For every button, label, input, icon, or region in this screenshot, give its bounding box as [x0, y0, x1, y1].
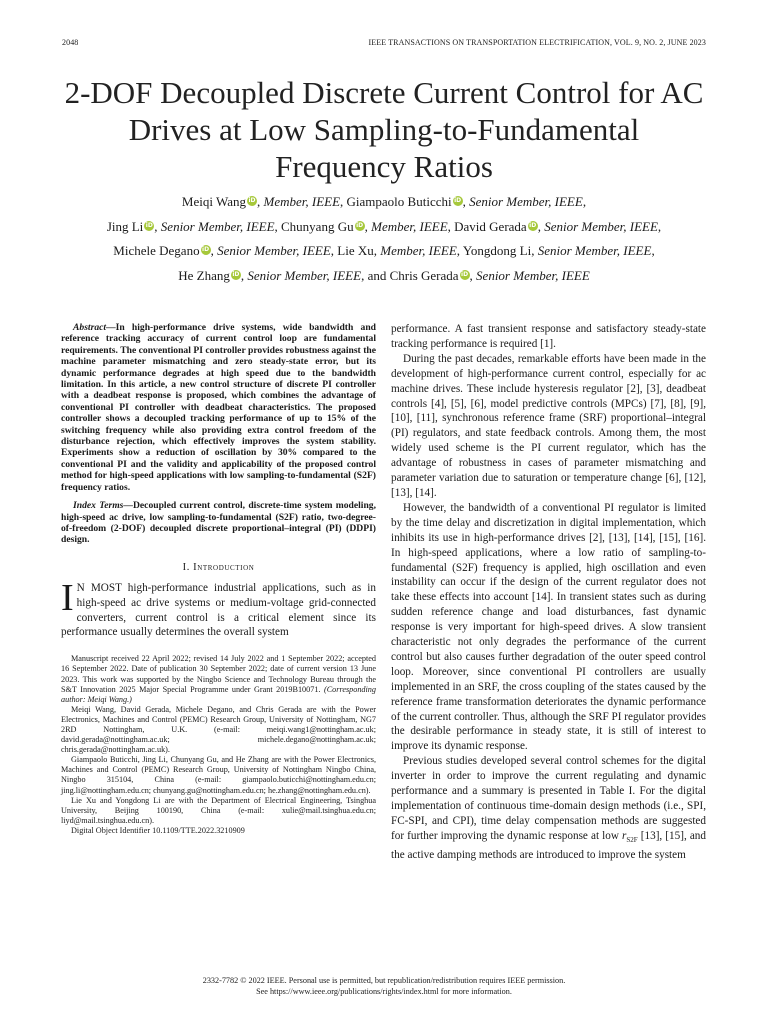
orcid-icon[interactable]: iD	[454, 197, 462, 204]
orcid-icon[interactable]: iD	[145, 221, 153, 229]
right-column	[391, 322, 706, 863]
author-name: Michele Degano	[113, 243, 200, 258]
author-list	[60, 190, 708, 288]
orcid-icon[interactable]: iD	[356, 221, 364, 229]
author-line: He Zhang iD, Senior Member, IEEE, and Chris Gerada iD, Senior Member, IEEE	[178, 267, 590, 283]
drop-cap: I	[61, 576, 74, 619]
footnote-manuscript: Manuscript received 22 April 2022; revised 14 July 2022 and 1 September 2022; accepted 16 September 2022. Date of publication 30 September 2022; date of current version 13 June 2023. This work was supported by the Ningbo Science and Technology Bureau through the S&T Innovation 2025 Major Special Programme under Grant 2019B10071. (Corresponding author: Meiqi Wang.)	[61, 654, 376, 704]
math-subscript: S2F	[626, 836, 638, 845]
orcid-icon[interactable]: iD	[202, 246, 210, 253]
abstract: Abstract—In high-performance drive systems, wide bandwidth and reference tracking accuracy of current control loop are fundamental requirements. The conventional PI controller provides robustness against the machine parameter mismatching and zero steady-state error, but its dynamic performance degrades at high speed due to the bandwidth limitation. In this article, a new control structure of discrete PI controller with a deadbeat response is proposed, which combines the advantage of conventional PI controller with deadbeat characteristics. The proposed controller shows a decoupled tracking performance of up to 15% of the switching frequency while also providing extra control freedom of the disturbance rejection, which effectively improves the system stability. Experiments show a reduction of oscillation by 30% compared to the conventional PI and the validity and applicability of the proposed control method for high-speed applications with low sampling-to-fundamental (S2F) frequency ratios.	[61, 322, 376, 493]
author-role: Senior Member, IEEE	[476, 267, 590, 283]
footnote-affiliation: Giampaolo Buticchi, Jing Li, Chunyang Gu, and He Zhang are with the Power Electronics, Machines and Control (PEMC) Research Group, University of Nottingham Ningbo China, Ningbo 315104, China (e-mail: giampaolo.buticchi@nottingham.edu.cn; jing.li@nottingham.edu.cn; chunyang.gu@nottingham.edu.cn; he.zhang@nottingham.edu.cn).	[61, 755, 376, 795]
footnote-affiliation: Lie Xu and Yongdong Li are with the Department of Electrical Engineering, Tsinghua University, Beijing 100190, China (e-mail: xulie@mail.tsinghua.edu.cn; liyd@mail.tsinghua.edu.cn).	[61, 795, 376, 825]
author-role: Member, IEEE	[371, 218, 448, 234]
intro-paragraph	[61, 576, 376, 641]
page-number: 2048	[62, 38, 79, 47]
body-paragraph: performance. A fast transient response and satisfactory steady-state tracking performance is required [1].	[391, 323, 706, 350]
author-line: Michele Degano iD, Senior Member, IEEE, Lie Xu, Member, IEEE, Yongdong Li, Senior Member, IEEE,	[113, 243, 655, 258]
body-paragraph: During the past decades, remarkable efforts have been made in the development of high-performance current control, especially for ac machine drives. These include hysteresis regulator [2], [3], deadbeat controls [4], [5], [6], model predictive controls (MPCs) [7], [8], [9], [10], [11], synchronous reference frame (SRF) proportional–integral (PI) regulators, and state feedback controls. Among them, the most widely used scheme is the PI current regulator, which has the advantage of robustness in cases of parameter mismatching and parameter variation due to saturation or temperature change [6], [12], [13], [14].	[391, 352, 706, 499]
author-name: Chris Gerada	[389, 267, 459, 283]
author-line: Meiqi Wang iD, Member, IEEE, Giampaolo Buticchi iD, Senior Member, IEEE,	[181, 194, 587, 209]
author-name: He Zhang	[178, 267, 230, 283]
author-name: Jing Li	[106, 218, 144, 234]
author-role: Senior Member, IEEE	[537, 243, 652, 258]
abstract-label: Abstract	[73, 322, 107, 333]
author-line: Jing Li iD, Senior Member, IEEE, Chunyang Gu iD, Member, IEEE, David Gerada iD, Senior Member, IEEE,	[106, 218, 662, 234]
author-name: Yongdong Li	[462, 243, 532, 258]
author-role: Member, IEEE	[263, 194, 341, 209]
intro-lead-caps: N MOST	[76, 581, 122, 594]
index-terms-label: Index Terms	[73, 500, 124, 512]
section-heading: I. Introduction	[182, 561, 255, 573]
copyright-line: 2332-7782 © 2022 IEEE. Personal use is permitted, but republication/redistribution requires IEEE permission.	[202, 976, 566, 985]
index-terms: Index Terms—Decoupled current control, discrete-time system modeling, high-speed ac drive, low sampling-to-fundamental (S2F) ratio, two-degree-of-freedom (2-DOF) decoupled discrete proportional–integral (PI) (DDPI) design.	[61, 500, 376, 546]
author-name: Giampaolo Buticchi	[346, 194, 452, 209]
footnote-affiliation: Meiqi Wang, David Gerada, Michele Degano, and Chris Gerada are with the Power Electronics, Machines and Control (PEMC) Research Group, University of Nottingham, NG7 2RD Nottingham, U.K. (e-mail: meiqi.wang1@nottingham.ac.uk; david.gerada@nottingham.ac.uk; michele.degano@nottingham.ac.uk; chris.gerada@nottingham.ac.uk).	[61, 704, 376, 755]
intro-text: high-performance industrial applications, such as in high-speed ac drive systems or medium-voltage grid-connected converters, current control is a critical element since its performance usually determines the overall system	[61, 581, 376, 639]
orcid-icon[interactable]: iD	[461, 270, 469, 278]
author-role: Senior Member, IEEE	[469, 194, 583, 209]
copyright-notice	[60, 976, 708, 997]
math-variable: r	[622, 829, 627, 842]
abstract-text: In high-performance drive systems, wide bandwidth and reference tracking accuracy of current control loop are fundamental requirements. The conventional PI controller provides robustness against the machine parameter mismatching and zero steady-state error, but its dynamic performance degrades at high speed due to the bandwidth limitation. In this article, a new control structure of discrete PI controller with a deadbeat response is proposed, which combines the advantage of conventional PI controller with deadbeat characteristics. The proposed controller shows a decoupled tracking performance of up to 15% of the switching frequency while also providing extra control freedom of the disturbance rejection, which effectively improves the system stability. Experiments show a reduction of oscillation by 30% compared to the conventional PI and the validity and applicability of the proposed control method for high-speed applications with low sampling-to-fundamental (S2F) frequency ratios.	[61, 322, 376, 493]
corresponding-author: (Corresponding author: Meiqi Wang.)	[61, 684, 376, 704]
author-role: Senior Member, IEEE	[544, 218, 658, 234]
author-role: Member, IEEE	[380, 243, 457, 258]
paper-title: 2-DOF Decoupled Discrete Current Control for AC Drives at Low Sampling-to-Fundamental Frequency Ratios	[64, 75, 704, 184]
author-name: David Gerada	[454, 218, 527, 234]
journal-header: IEEE TRANSACTIONS ON TRANSPORTATION ELECTRIFICATION, VOL. 9, NO. 2, JUNE 2023	[368, 38, 706, 47]
author-name: Lie Xu	[337, 243, 374, 258]
author-role: Senior Member, IEEE	[247, 267, 362, 283]
index-terms-text: Decoupled current control, discrete-time system modeling, high-speed ac drive, low sampling-to-fundamental (S2F) ratio, two-degree-of-freedom (2-DOF) decoupled discrete proportional–integral (PI) (DDPI) design.	[61, 500, 376, 546]
body-paragraph: Previous studies developed several control schemes for the digital inverter in order to improve the current regulating and dynamic performance and a summary is presented in Table I. For the digital implementation of continuous time-domain design methods (i.e., SPI, FC-SPI, and CPI), time delay compensation methods are suggested for further improving the dynamic response at low $r_{S2F}$ [13], [15], and the active damping methods are introduced to improve the system	[391, 755, 706, 861]
orcid-icon[interactable]: iD	[232, 270, 240, 278]
footnote-doi: Digital Object Identifier 10.1109/TTE.2022.3210909	[71, 825, 245, 835]
orcid-icon[interactable]: iD	[529, 221, 537, 229]
author-name: Chunyang Gu	[281, 218, 354, 234]
author-role: Senior Member, IEEE	[160, 218, 275, 234]
left-column	[61, 322, 376, 836]
orcid-icon[interactable]: iD	[248, 197, 256, 204]
footnotes	[61, 654, 376, 836]
author-role: Senior Member, IEEE	[217, 243, 331, 258]
rights-link: See https://www.ieee.org/publications/rights/index.html for more information.	[256, 986, 512, 996]
author-name: Meiqi Wang	[181, 194, 246, 209]
body-paragraph: However, the bandwidth of a conventional PI regulator is limited by the time delay and discretization in digital implementation, which inhibits its use in high-performance drives [2], [13], [14], [15], [16]. In high-speed applications, where a low ratio of sampling-to-fundamental (S2F) frequency is applied, high oscillation and even instability can occur if the design of the current regulator does not take these effects into account [14]. In transient states such as during sudden reference change and load disturbances, fast dynamic response is very important for high-speed drives. A slow transient characteristic not only degrades the performance of the current control but also causes further degradation of the outer speed control loop. Moreover, since conventional PI controllers are usually implemented in an SRF, the cross coupling of the states caused by the reference frame transformation deteriorates the dynamic performance of the current controller. Thus, although the SRF PI regulator provides the desirable performance in steady state, it is still of interest to improve its dynamic response.	[391, 501, 706, 753]
